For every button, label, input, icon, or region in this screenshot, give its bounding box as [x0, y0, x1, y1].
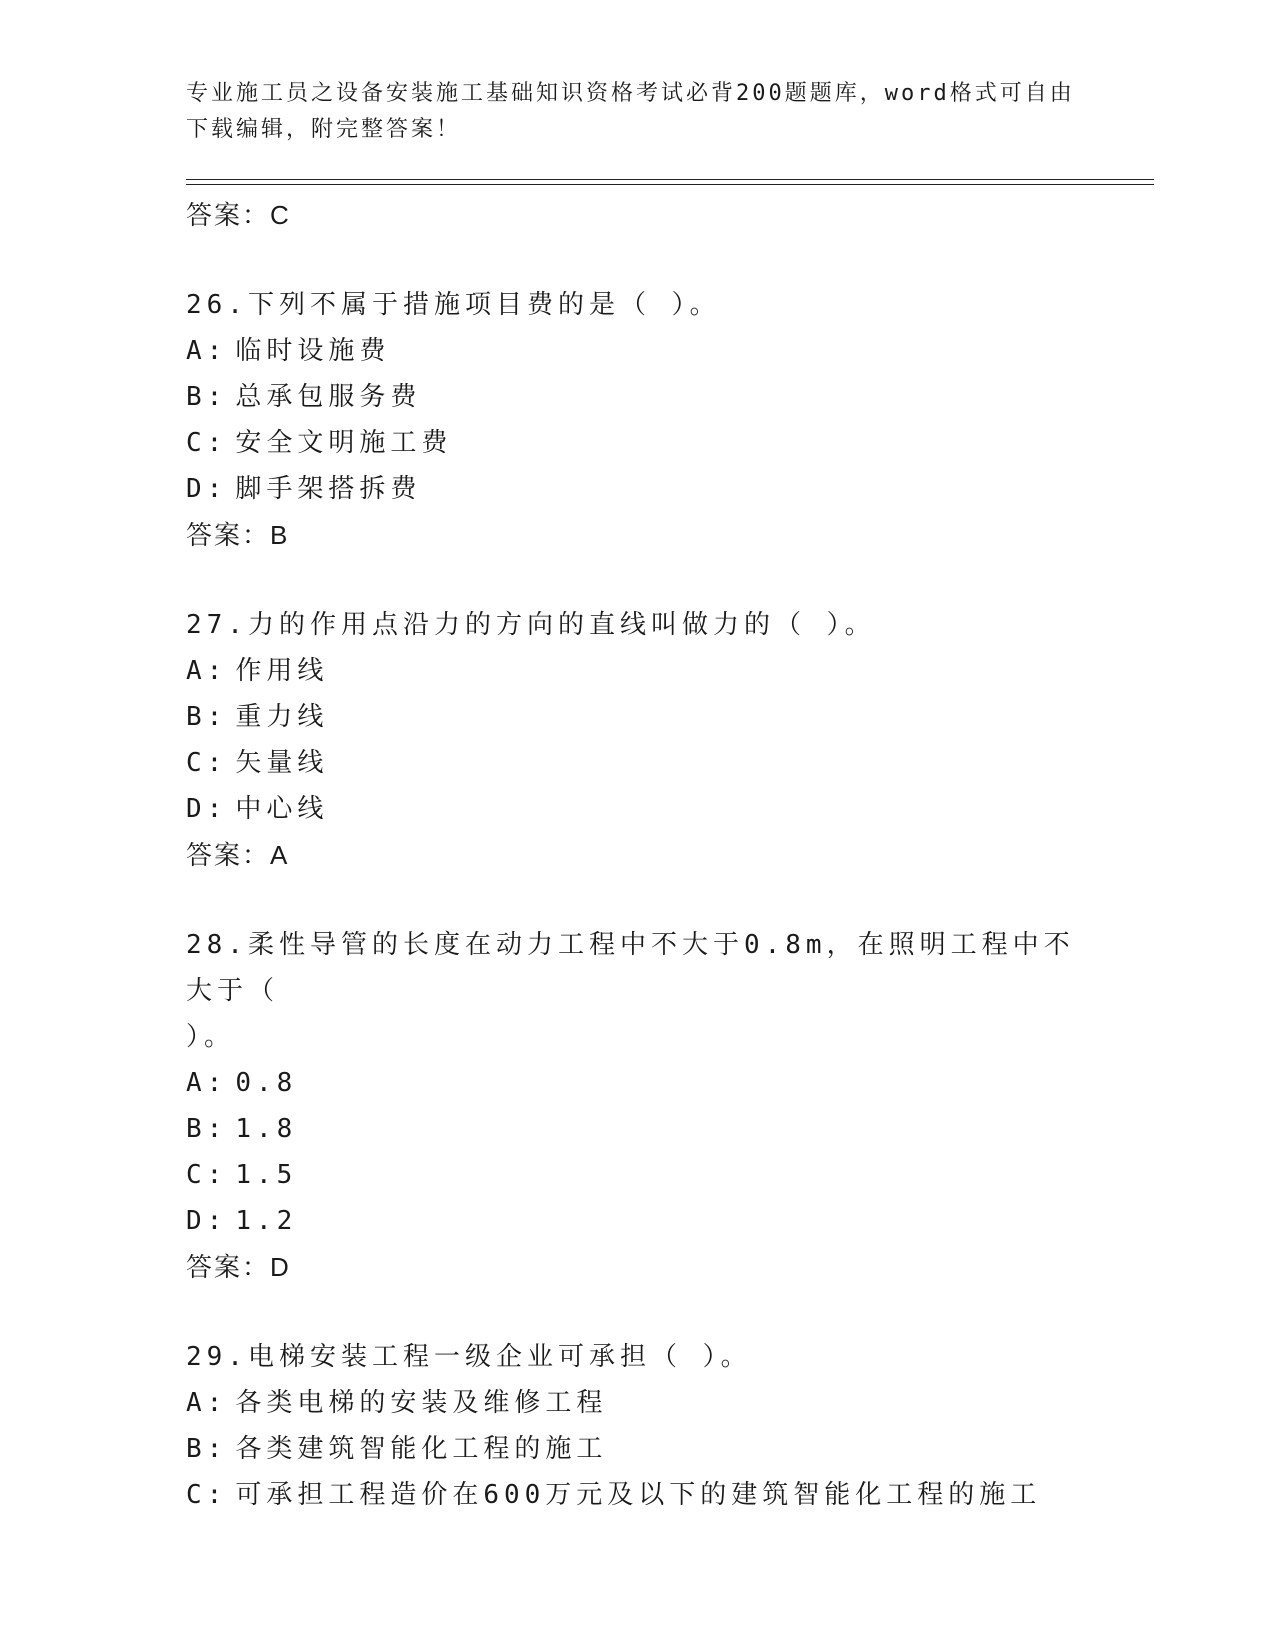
answer-line: 答案：C [186, 200, 291, 230]
option-b: B: 1.8 [186, 1114, 298, 1144]
question-28 [186, 922, 1086, 1290]
question-list [186, 192, 1086, 1518]
header-line-1: 专业施工员之设备安装施工基础知识资格考试必背200题题库，word格式可自由 [186, 81, 1075, 106]
header-rule-bottom [186, 184, 1154, 185]
question-29 [186, 1334, 1086, 1518]
question-27 [186, 602, 1086, 878]
option-a: A: 作用线 [186, 656, 329, 686]
answer-line: 答案：B [186, 520, 290, 550]
option-a: A: 临时设施费 [186, 336, 391, 366]
option-a: A: 0.8 [186, 1068, 298, 1098]
question-26 [186, 282, 1086, 558]
header-line-2: 下载编辑，附完整答案！ [186, 117, 462, 142]
option-b: B: 重力线 [186, 702, 329, 732]
option-d: D: 1.2 [186, 1206, 298, 1236]
question-stem: 26.下列不属于措施项目费的是（ ）。 [186, 290, 721, 320]
answer-line: 答案：D [186, 1252, 291, 1282]
question-stem-line-1: 28.柔性导管的长度在动力工程中不大于0.8m，在照明工程中不大于（ [186, 930, 1075, 1006]
option-c: C: 矢量线 [186, 748, 329, 778]
option-b: B: 各类建筑智能化工程的施工 [186, 1434, 608, 1464]
header-rule-top [186, 179, 1154, 180]
option-c: C: 可承担工程造价在600万元及以下的建筑智能化工程的施工 [186, 1480, 1042, 1510]
option-c: C: 1.5 [186, 1160, 298, 1190]
option-d: D: 脚手架搭拆费 [186, 474, 422, 504]
question-stem: 27.力的作用点沿力的方向的直线叫做力的（ ）。 [186, 610, 876, 640]
answer-line: 答案：A [186, 840, 290, 870]
question-stem-line-2: ）。 [186, 1022, 236, 1052]
document-header [186, 76, 1086, 148]
option-d: D: 中心线 [186, 794, 329, 824]
question-stem: 29.电梯安装工程一级企业可承担（ ）。 [186, 1342, 752, 1372]
option-a: A: 各类电梯的安装及维修工程 [186, 1388, 608, 1418]
option-b: B: 总承包服务费 [186, 382, 422, 412]
option-c: C: 安全文明施工费 [186, 428, 453, 458]
